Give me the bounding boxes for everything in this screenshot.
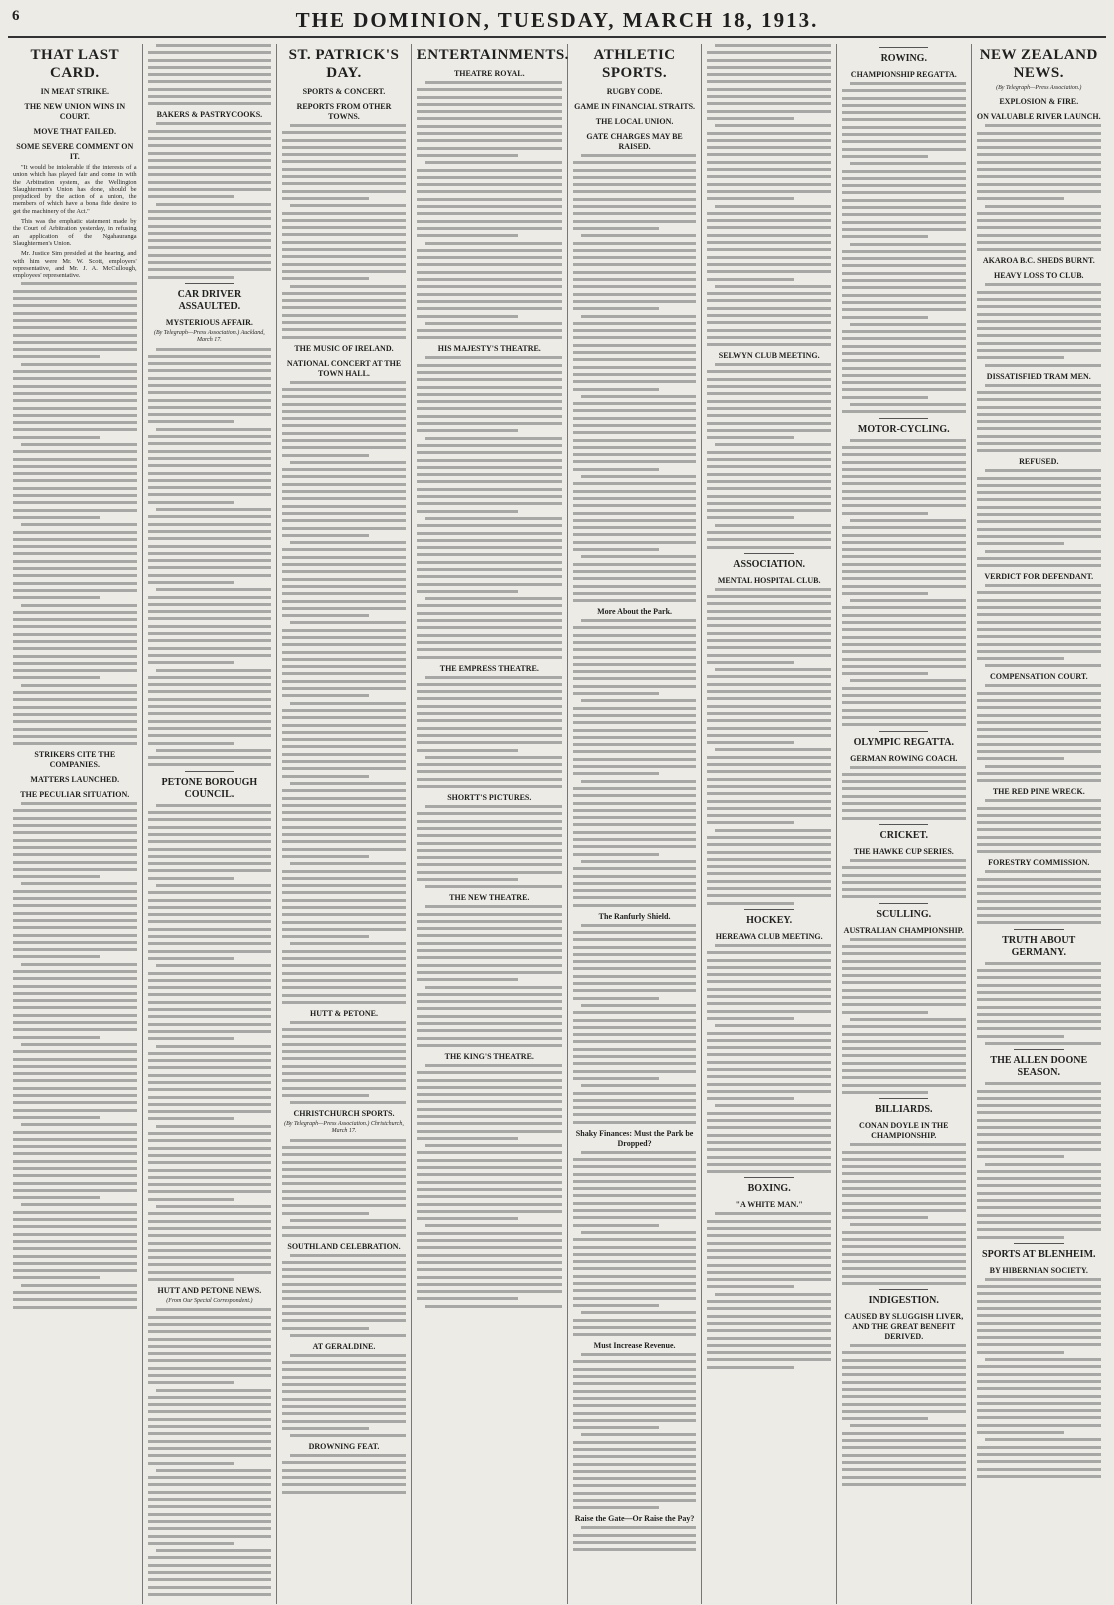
section-heading: ATHLETIC SPORTS. (593, 47, 676, 81)
article-body-text (707, 1212, 831, 1368)
article-body-text (573, 154, 697, 602)
article-body-text (842, 1344, 966, 1486)
article-body-text (977, 384, 1101, 453)
byline: (By Telegraph—Press Association.) (996, 85, 1082, 91)
sub-headline: DROWNING FEAT. (308, 1442, 380, 1452)
sub-headline: More About the Park. (597, 607, 673, 617)
sub-headline: THE NEW THEATRE. (449, 893, 530, 903)
article-body-text (282, 381, 406, 1004)
divider (1014, 1243, 1064, 1244)
section-heading: ST. PATRICK'S DAY. (288, 47, 400, 81)
byline: (By Telegraph—Press Association.) Auckland, March 17. (153, 329, 265, 344)
masthead (8, 4, 1106, 38)
article-body-text (977, 870, 1101, 924)
sub-headline: MENTAL HOSPITAL CLUB. (717, 575, 821, 585)
article-body-text (707, 588, 831, 905)
article-body-text (282, 1254, 406, 1337)
article-body-text (842, 439, 966, 727)
column-4 (412, 44, 568, 1604)
sub-headline: SELWYN CLUB MEETING. (718, 351, 820, 361)
article-body-text (707, 44, 831, 346)
sub-headline: AUSTRALIAN CHAMPIONSHIP. (843, 925, 964, 935)
sub-headline: GERMAN ROWING COACH. (850, 753, 958, 763)
paragraph: "It would be intolerable if the interests of a union which has played fair and come in with the Arbitration system, as the Wellington Slaughtermen's Union has done, should be prejudiced by the action of a union, the members of which have a bona fide desire to get the machinery of the Act." (13, 164, 137, 215)
article-headline: INDIGESTION. (868, 1295, 939, 1307)
article-body-text (977, 1082, 1101, 1238)
sub-headline: THE RED PINE WRECK. (992, 787, 1085, 797)
article-body-text (707, 944, 831, 1173)
sub-headline: CHAMPIONSHIP REGATTA. (850, 70, 957, 79)
divider (879, 418, 928, 419)
sub-headline: HIS MAJESTY'S THEATRE. (437, 344, 541, 354)
article-body-text (977, 1278, 1101, 1478)
divider (185, 283, 234, 284)
divider (879, 731, 928, 732)
column-3 (277, 44, 412, 1604)
article-body-text (148, 1308, 272, 1596)
column-8 (972, 44, 1106, 1604)
sub-headline: THE HAWKE CUP SERIES. (853, 846, 954, 856)
sub-headline: THE EMPRESS THEATRE. (439, 663, 539, 673)
sub-headline: THE PECULIAR SITUATION. (20, 790, 130, 800)
article-body-text (282, 124, 406, 339)
article-body-text (977, 584, 1101, 667)
article-body-text (148, 348, 272, 767)
article-body-text (148, 804, 272, 1281)
sub-headline: Raise the Gate—Or Raise the Pay? (574, 1514, 695, 1524)
article-body-text (417, 805, 562, 888)
sub-headline: GAME IN FINANCIAL STRAITS. (574, 102, 696, 111)
column-5 (568, 44, 703, 1604)
article-headline: BILLIARDS. (875, 1104, 933, 1116)
article-body-text (977, 124, 1101, 251)
sub-headline: HEAVY LOSS TO CLUB. (994, 271, 1084, 281)
divider (879, 47, 928, 48)
sub-headline: RUGBY CODE. (606, 87, 663, 96)
article-headline: MOTOR-CYCLING. (857, 423, 950, 435)
sub-headline: REPORTS FROM OTHER TOWNS. (296, 102, 392, 121)
sub-headline: The Ranfurly Shield. (598, 911, 671, 921)
sub-headline: MATTERS LAUNCHED. (30, 775, 120, 785)
article-body-text (573, 1353, 697, 1509)
article-headline: OLYMPIC REGATTA. (853, 736, 954, 748)
divider (185, 771, 234, 772)
sub-headline: THE NEW UNION WINS IN COURT. (24, 102, 126, 121)
sub-headline: CONAN DOYLE IN THE CHAMPIONSHIP. (859, 1121, 949, 1141)
article-body-text (282, 1354, 406, 1437)
article-body-text (417, 356, 562, 658)
sub-headline: EXPLOSION & FIRE. (999, 97, 1079, 107)
article-body-text (282, 1021, 406, 1104)
article-headline: CRICKET. (879, 829, 928, 841)
article-body-text (977, 799, 1101, 853)
byline: (From Our Special Correspondent.) (166, 1298, 253, 1305)
sub-headline: SOUTHLAND CELEBRATION. (287, 1241, 401, 1251)
sub-headline: THEATRE ROYAL. (453, 69, 525, 78)
article-headline: PETONE BOROUGH COUNCIL. (161, 776, 258, 800)
article-body-text (13, 802, 137, 1308)
article-body-text (842, 859, 966, 898)
paragraph: This was the emphatic statement made by the Court of Arbitration yesterday, in refusing an application of the Ngahauranga Slaughtermen's Union. (13, 218, 137, 247)
sub-headline: VERDICT FOR DEFENDANT. (984, 572, 1094, 582)
sub-headline: BY HIBERNIAN SOCIETY. (989, 1265, 1088, 1275)
sub-headline: THE LOCAL UNION. (595, 117, 674, 126)
article-body-text (842, 766, 966, 820)
article-headline: THE ALLEN DOONE SEASON. (990, 1055, 1088, 1079)
article-body-text (417, 81, 562, 339)
divider (1014, 929, 1064, 930)
sub-headline: CAUSED BY SLUGGISH LIVER, AND THE GREAT BENEFIT DERIVED. (844, 1312, 964, 1342)
sub-headline: STRIKERS CITE THE COMPANIES. (34, 750, 116, 770)
columns-container (8, 44, 1106, 1604)
divider (744, 553, 793, 554)
paragraph: Mr. Justice Sim presided at the hearing, and with him were Mr. W. Scott, employers' representative, and Mr. J. A. McCullough, employees' representative. (13, 250, 137, 280)
article-body-text (573, 1151, 697, 1336)
article-body-text (573, 619, 697, 907)
article-body-text (417, 1064, 562, 1308)
divider (879, 1098, 928, 1099)
article-body-text (417, 676, 562, 788)
article-headline: CAR DRIVER ASSAULTED. (177, 288, 242, 312)
divider (879, 903, 928, 904)
column-6 (702, 44, 837, 1604)
sub-headline: Shaky Finances: Must the Park be Dropped? (575, 1128, 694, 1148)
article-body-text (282, 1454, 406, 1493)
article-body-text (842, 82, 966, 413)
divider (744, 909, 793, 910)
article-body-text (977, 684, 1101, 782)
section-heading: THAT LAST CARD. (30, 47, 120, 81)
article-body-text (573, 924, 697, 1124)
sub-headline: SHORTT'S PICTURES. (447, 793, 532, 803)
article-headline: HOCKEY. (746, 914, 793, 926)
sub-headline: DISSATISFIED TRAM MEN. (986, 371, 1091, 381)
sub-headline: CHRISTCHURCH SPORTS. (293, 1109, 395, 1119)
sub-headline: BAKERS & PASTRYCOOKS. (156, 110, 263, 120)
article-body-text (282, 1139, 406, 1237)
sub-headline: AT GERALDINE. (312, 1341, 376, 1351)
article-body-text (842, 938, 966, 1094)
article-body-text (707, 363, 831, 548)
sub-headline: THE MUSIC OF IRELAND. (294, 343, 394, 353)
sub-headline: AKAROA B.C. SHEDS BURNT. (982, 256, 1095, 266)
sub-headline: HUTT & PETONE. (310, 1008, 378, 1018)
divider (879, 824, 928, 825)
article-headline: ASSOCIATION. (733, 558, 806, 570)
sub-headline: SOME SEVERE COMMENT ON IT. (16, 142, 134, 161)
sub-headline: MOVE THAT FAILED. (33, 127, 116, 136)
article-body-text (148, 122, 272, 278)
article-headline: SPORTS AT BLENHEIM. (982, 1248, 1096, 1260)
article-headline: ROWING. (880, 53, 927, 64)
article-headline: SCULLING. (876, 908, 932, 920)
sub-headline: HUTT AND PETONE NEWS. (157, 1286, 262, 1296)
newspaper-title: THE DOMINION, TUESDAY, MARCH 18, 1913. (295, 7, 819, 32)
article-body-text (148, 44, 272, 105)
section-heading: ENTERTAINMENTS. (416, 47, 569, 63)
sub-headline: REFUSED. (1019, 457, 1059, 467)
sub-headline: GATE CHARGES MAY BE RAISED. (586, 132, 683, 151)
sub-headline: HEREAWA CLUB MEETING. (715, 931, 823, 941)
article-body-text (13, 282, 137, 745)
article-body-text (977, 962, 1101, 1045)
page-number: 6 (12, 8, 20, 24)
article-body-text (842, 1143, 966, 1285)
sub-headline: THE KING'S THEATRE. (444, 1051, 534, 1061)
sub-headline: SPORTS & CONCERT. (302, 87, 386, 96)
divider (744, 1177, 793, 1178)
article-body-text (977, 283, 1101, 366)
divider (1014, 1049, 1064, 1050)
article-body-text (977, 469, 1101, 567)
sub-headline: IN MEAT STRIKE. (40, 87, 109, 96)
column-1 (8, 44, 143, 1604)
sub-headline: "A WHITE MAN." (735, 1200, 803, 1210)
sub-headline: ON VALUABLE RIVER LAUNCH. (976, 112, 1101, 122)
sub-headline: NATIONAL CONCERT AT THE TOWN HALL. (286, 358, 402, 378)
column-7 (837, 44, 972, 1604)
divider (879, 1289, 928, 1290)
article-headline: TRUTH ABOUT GERMANY. (1002, 934, 1076, 958)
sub-headline: COMPENSATION COURT. (989, 672, 1088, 682)
sub-headline: FORESTRY COMMISSION. (988, 858, 1090, 868)
column-2 (143, 44, 278, 1604)
section-heading: NEW ZEALAND NEWS. (979, 47, 1098, 81)
article-headline: BOXING. (747, 1183, 791, 1195)
article-body-text (417, 905, 562, 1047)
byline: (By Telegraph—Press Association.) Christchurch, March 17. (284, 1121, 404, 1135)
sub-headline: MYSTERIOUS AFFAIR. (165, 317, 253, 327)
article-body-text (573, 1526, 697, 1551)
sub-headline: Must Increase Revenue. (593, 1341, 676, 1351)
